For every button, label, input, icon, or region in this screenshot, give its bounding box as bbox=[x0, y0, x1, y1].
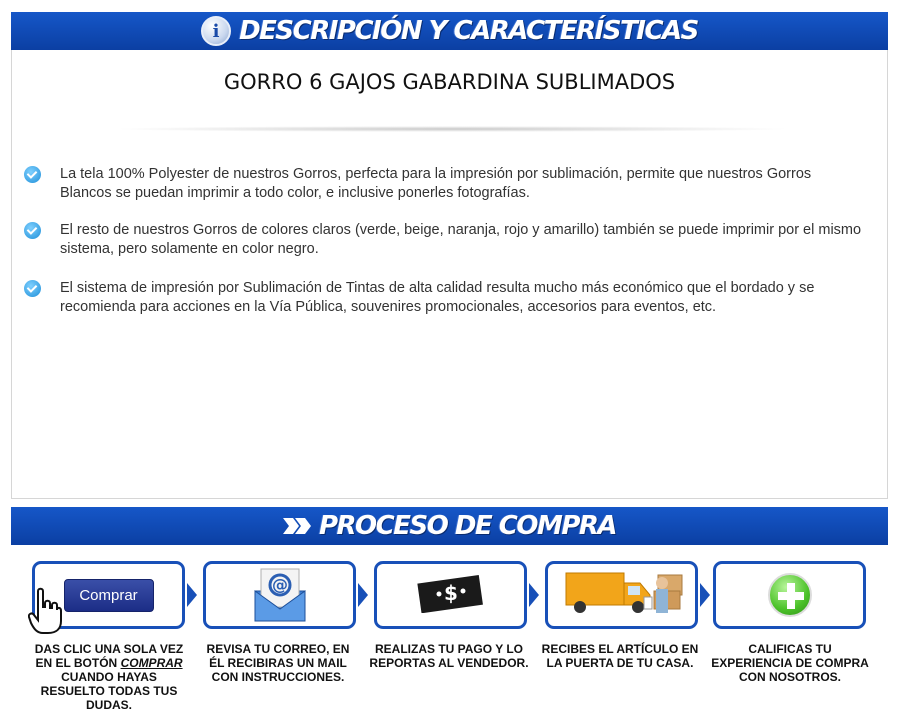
feature-text: El sistema de impresión por Sublimación de Tintas de alta calidad resulta mucho más económico que el bordado y se recomienda para acciones en la Vía Pública, souvenires promocionales, accesorios para eventos, etc. bbox=[60, 280, 815, 315]
step-1-text: DAS CLIC UNA SOLA VEZ EN EL BOTÓN COMPRAR CUANDO HAYAS RESUELTO TODAS TUS DUDAS. bbox=[34, 642, 184, 712]
svg-text:@: @ bbox=[271, 574, 288, 594]
step-2-box bbox=[203, 561, 356, 629]
comprar-emphasis: COMPRAR bbox=[120, 656, 183, 670]
check-icon bbox=[24, 280, 41, 297]
info-icon: i bbox=[201, 16, 231, 46]
svg-text:$: $ bbox=[443, 580, 458, 605]
step-5-box bbox=[713, 561, 866, 629]
double-chevron-icon bbox=[283, 518, 311, 534]
email-icon bbox=[251, 563, 309, 628]
description-panel bbox=[11, 50, 888, 499]
step-5-text: CALIFICAS TU EXPERIENCIA DE COMPRA CON NOSOTROS. bbox=[711, 642, 869, 684]
step-4-box bbox=[545, 561, 698, 629]
feature-text: La tela 100% Polyester de nuestros Gorros, perfecta para la impresión por sublimación, permite que nuestros Gorros Blancos se puedan imprimir a todo color, e inclusive ponerles fotografías. bbox=[60, 166, 812, 201]
arrow-icon bbox=[187, 583, 197, 607]
step-2-text: REVISA TU CORREO, EN ÉL RECIBIRAS UN MAIL CON INSTRUCCIONES. bbox=[206, 642, 350, 684]
money-icon bbox=[417, 573, 485, 618]
process-banner bbox=[11, 507, 888, 545]
product-title: GORRO 6 GAJOS GABARDINA SUBLIMADOS bbox=[223, 70, 676, 94]
feature-text: El resto de nuestros Gorros de colores claros (verde, beige, naranja, rojo y amarillo) también se puede imprimir por el mismo sistema, pero solamente en color negro. bbox=[60, 222, 862, 257]
arrow-icon bbox=[358, 583, 368, 607]
feature-item bbox=[24, 221, 864, 259]
step-3-box bbox=[374, 561, 527, 629]
process-banner-title: PROCESO DE COMPRA bbox=[318, 511, 617, 541]
step-3-text: REALIZAS TU PAGO Y LO REPORTAS AL VENDEDOR. bbox=[369, 642, 529, 670]
check-icon bbox=[24, 166, 41, 183]
plus-icon bbox=[768, 573, 812, 617]
comprar-button[interactable]: Comprar bbox=[64, 579, 154, 612]
description-banner bbox=[11, 12, 888, 50]
delivery-truck-icon bbox=[558, 561, 686, 630]
check-icon bbox=[24, 222, 41, 239]
arrow-icon bbox=[700, 583, 710, 607]
divider bbox=[112, 126, 792, 132]
arrow-icon bbox=[529, 583, 539, 607]
step-4-text: RECIBES EL ARTÍCULO EN LA PUERTA DE TU CASA. bbox=[541, 642, 699, 670]
feature-item bbox=[24, 279, 864, 317]
feature-item bbox=[24, 165, 864, 203]
hand-pointer-icon bbox=[28, 587, 62, 640]
description-banner-title: DESCRIPCIÓN Y CARACTERÍSTICAS bbox=[239, 16, 698, 46]
